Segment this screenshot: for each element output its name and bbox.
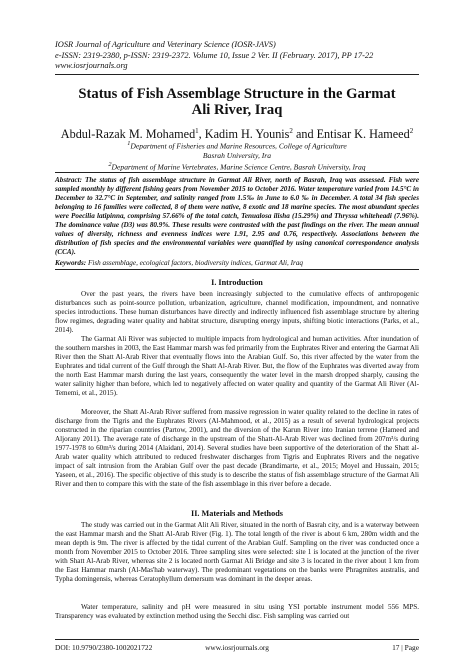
journal-issn: e-ISSN: 2319-2380, p-ISSN: 2319-2372. Volume 10, Issue 2 Ver. II (February. 2017), PP 17-22 xyxy=(55,50,374,60)
footer-website: www.iosrjournals.org xyxy=(205,643,269,652)
affiliation-1-mark: 1 xyxy=(127,140,131,147)
title-line-1: Status of Fish Assemblage Structure in the Garmat xyxy=(78,86,396,102)
author-1-affil: 1 xyxy=(195,127,199,135)
abstract-text: The status of fish assemblage structure in Garmat Ali River, north of Basrah, Iraq was assessed. Fish were sampled monthly by different fishing gears from November 2015 to October 2016. Water temperature varied from 14.5°C in December to 32.7°C in September, and salinity ranged from 1.5‰ in June to 6.0 ‰ in December. A total 34 fish species belonging to 16 families were collected, 8 of them were native, 8 exotic and 18 marine species. The most abundant species were Poecilia latipinna, comprising 57.66% of the total catch, Tenualosa ilisha (15.29%) and Thryssa whiteheadi (7.96%). The dominance value (D3) was 80.9%. These results were contrasted with the past findings on the river. The mean annual values of diversity, richness and evenness indices were 1.91, 2.95 and 0.76, respectively. Associations between the distribution of fish species and the environmental variables were quantified by using canonical correspondence analysis (CCA). xyxy=(55,176,419,257)
affiliations xyxy=(55,139,419,172)
section-heading-introduction: I. Introduction xyxy=(211,278,263,287)
journal-header xyxy=(55,40,425,72)
author-2: , Kadim H. Younis xyxy=(198,127,290,142)
footer-page-number: 17 | Page xyxy=(392,643,419,652)
journal-name: IOSR Journal of Agriculture and Veterinary Science (IOSR-JAVS) xyxy=(55,40,276,49)
keywords-bottom-rule xyxy=(55,269,419,270)
abstract-label: Abstract: xyxy=(55,176,82,184)
affiliation-2-text: Department of Marine Vertebrates, Marine Science Centre, Basrah University, Iraq xyxy=(111,162,366,172)
intro-paragraph-2: The Garmat Ali River was subjected to multiple impacts from hydrological and human activities. After inundation of the southern marshes in 2003, the East Hammar marsh was fed primarily from the Euphrates River and entering the Garmat Ali River then the Shatt Al-Arab River that eventually flows into the Arabian Gulf. So, this river affected by the water from the Euphrates and tidal current of the Gulf through the Shatt Al-Arab River. But, the flow of the Euphrates was diverted away from the north East Hammar marsh during the last years, consequently the water level in the marsh dropped sharply, causing the water salinity higher than before, which led to negatively affected on water quality and quantity of the Garmat Ali River (Al-Tememi, et al., 2015). xyxy=(55,335,419,398)
header-rule xyxy=(55,74,419,75)
affiliation-2 xyxy=(55,160,419,172)
abstract xyxy=(55,176,419,257)
author-1: Abdul-Razak M. Mohamed xyxy=(60,127,196,142)
affiliation-1-text: Department of Fisheries and Marine Resources, College of Agriculture xyxy=(130,141,347,151)
methods-paragraph-2: Water temperature, salinity and pH were measured in situ using YSI portable instrument model 556 MPS. Transparency was evaluated by extinction method using the Secchi disc. Fish sampling was carried out xyxy=(55,603,419,621)
affiliation-1 xyxy=(55,139,419,151)
author-3-affil: 2 xyxy=(409,127,414,135)
author-3: and Entisar K. Hameed xyxy=(292,127,410,142)
footer-rule xyxy=(55,639,419,640)
keywords xyxy=(55,259,419,268)
keywords-label: Keywords: xyxy=(55,259,87,267)
affiliation-2-mark: 2 xyxy=(108,161,112,169)
intro-paragraph-1: Over the past years, the rivers have been increasingly subjected to the cumulative effects of anthropogenic disturbances such as point-source pollution, urbanization, agriculture, channel modification, impoundment, and nonnative species introductions. These human disturbances have directly and indirectly influenced fish assemblage structure by altering flow regimes, degrading water quality and habitat structure, disrupting energy inputs, shifting biotic interactions (Parks, et al., 2014). xyxy=(55,290,419,335)
author-2-affil: 2 xyxy=(289,127,293,135)
methods-paragraph-1: The study was carried out in the Garmat Alit Ali River, situated in the north of Basrah city, and is a waterway between the east Hammar marsh and the Shatt Al-Arab River (Fig. 1). The total length of the river is about 6 km, 280m width and the mean depth is 9m. The river is affected by the tidal current of the Arabian Gulf. Sampling on the river was conducted once a month from November 2015 to October 2016. Three sampling sites were selected: site 1 is located at the junction of the river with Shatt Al-Arab River, whereas site 2 is located north Garmat Ali Bridge and site 3 is located in the river about 1 km from the East Hammar marsh (Al-Mas'hab waterway). The predominant vegetations on the banks were Phragmites australis, and Typha domingensis, whereas Ceratophyllum demersum was dominant in the deeper areas. xyxy=(55,521,419,584)
affiliation-1-city: Basrah University, Ira xyxy=(202,150,272,160)
paper-title xyxy=(55,86,419,118)
intro-paragraph-3: Moreover, the Shatt Al-Arab River suffered from massive regression in water quality related to the decline in rates of discharge from the Tigris and the Euphrates Rivers (Al-Mahmood, et al., 2015) as a result of several hydrological projects constructed in the riparian countries (Partow, 2001), and the diversion of the Karun River into Iranian terrene (Hameed and Aljorany 2011). The average rate of discharge in the upstream of the Shatt-Al-Arab River was declined from 207m³/s during 1977-1978 to 60m³/s during 2014 (Alaidani, 2014). Several studies have been supportive of the deterioration of the Shatt al-Arab water quality which attributed to reduced freshwater discharges from Tigris and Euphrates Rivers and the negative impact of salt intrusion from the Arabian Gulf over the past decade (Brandimarte, et al., 2015; Moyel and Hussain, 2015; Yaseen, et al., 2016). The specific objective of this study is to describe the status of fish assemblage structure of the Garmat Ali River and then to compare this with the state of the fish assemblage in this river before a decade. xyxy=(55,408,419,489)
journal-url: www.iosrjournals.org xyxy=(55,61,128,70)
keywords-text: Fish assemblage, ecological factors, biodiversity indices, Garmat Ali, Iraq xyxy=(86,259,304,267)
title-line-2: Ali River, Iraq xyxy=(191,102,283,118)
abstract-top-rule xyxy=(55,172,419,173)
section-heading-methods: II. Materials and Methods xyxy=(191,509,283,518)
footer-doi: DOI: 10.9790/2380-1002021722 xyxy=(55,643,153,652)
